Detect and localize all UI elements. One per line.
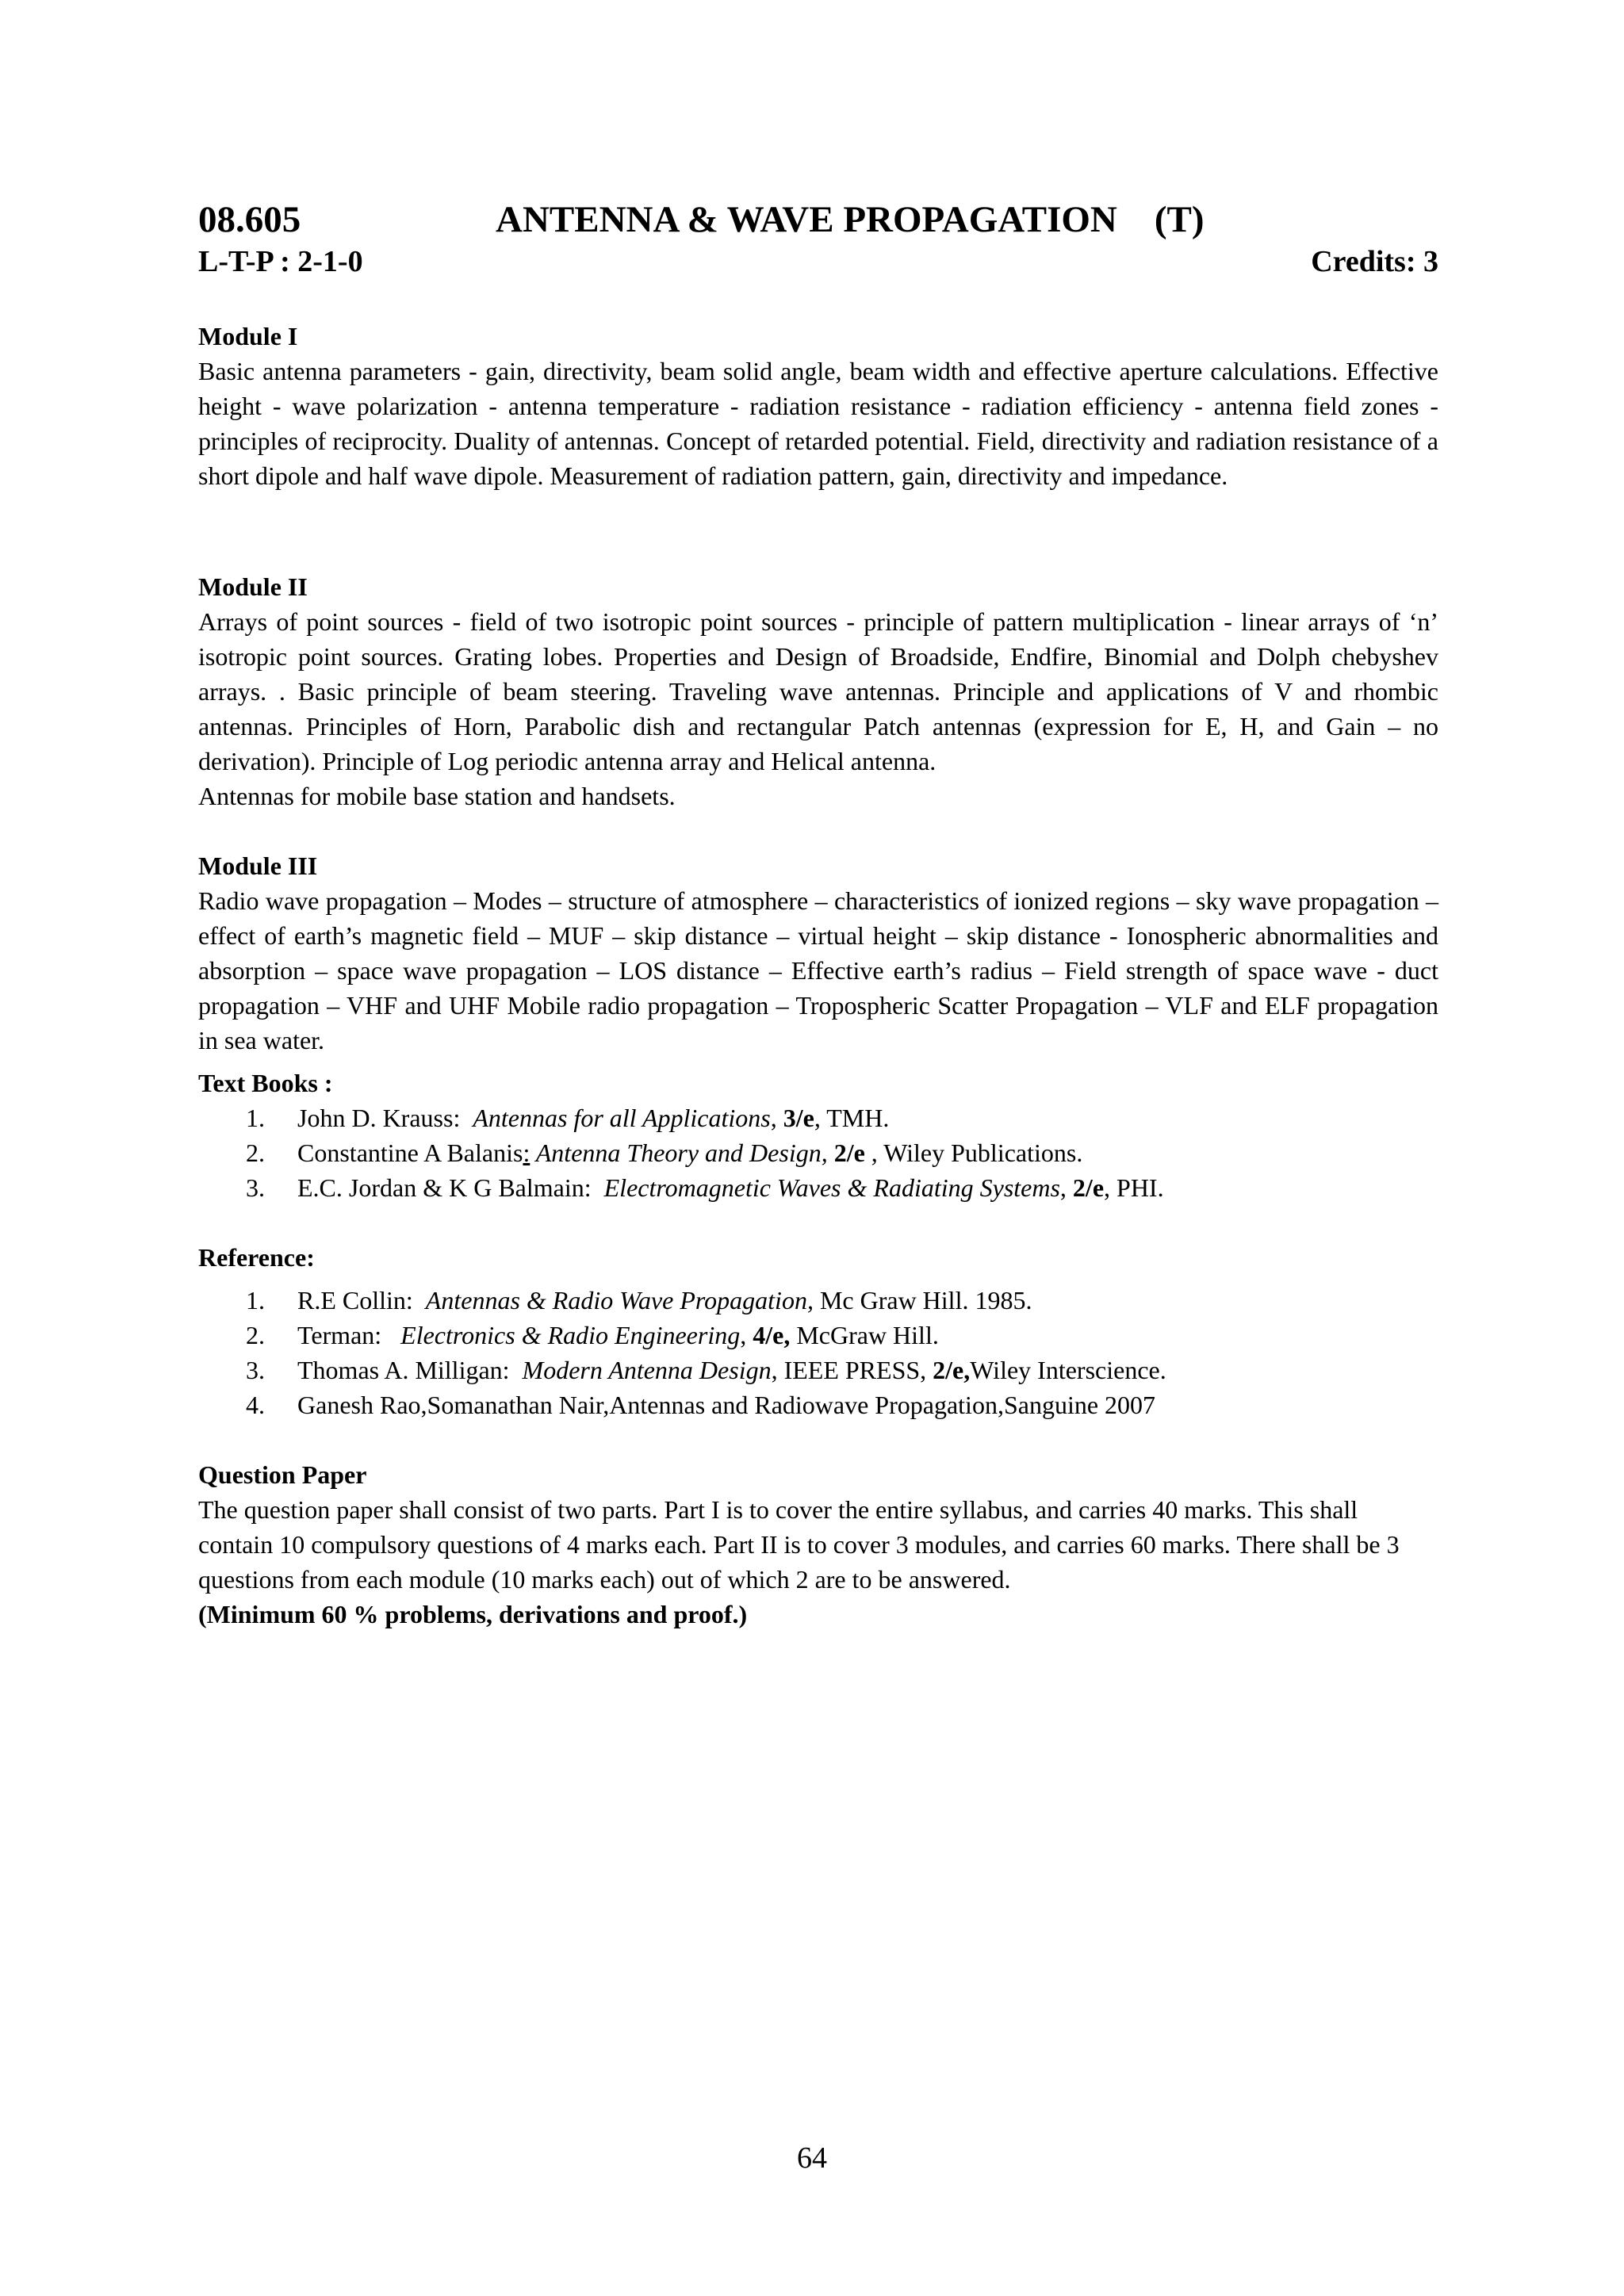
module-2-heading: Module II [198, 572, 308, 601]
ltp-credits-row [198, 244, 1438, 284]
credits-value: Credits: 3 [1311, 245, 1438, 278]
list-item: 1. John D. Krauss: Antennas for all Applications, 3/e, TMH. [246, 1104, 890, 1132]
module-3-text: Radio wave propagation – Modes – structure of atmosphere – characteristics of ionized regions – sky wave propagation – effect of earth’s magnetic field – MUF – skip distance – virtual height – skip distance - Ionospheric abnormalities and absorption – space wave propagation – LOS distance – Effective earth’s radius – Field strength of space wave - duct propagation – VHF and UHF Mobile radio propagation – Tropospheric Scatter Propagation – VLF and ELF propagation in sea water. [198, 886, 1438, 1054]
list-item: 3. E.C. Jordan & K G Balmain: Electromagnetic Waves & Radiating Systems, 2/e, PHI. [246, 1173, 1164, 1202]
course-title: ANTENNA & WAVE PROPAGATION (T) [496, 199, 1205, 240]
list-item: 4. Ganesh Rao,Somanathan Nair,Antennas and Radiowave Propagation,Sanguine 2007 [246, 1391, 1156, 1419]
syllabus-page [198, 198, 1438, 1632]
question-paper-heading: Question Paper [198, 1460, 367, 1489]
textbooks-list [198, 1100, 1438, 1205]
list-item: 2. Terman: Electronics & Radio Engineering, 4/e, McGraw Hill. [246, 1321, 939, 1349]
list-item: 1. R.E Collin: Antennas & Radio Wave Propagation, Mc Graw Hill. 1985. [246, 1286, 1032, 1314]
module-1-heading: Module I [198, 322, 298, 350]
list-item: 3. Thomas A. Milligan: Modern Antenna Design, IEEE PRESS, 2/e,Wiley Interscience. [246, 1356, 1166, 1384]
module-2-extra: Antennas for mobile base station and handsets. [198, 782, 676, 810]
question-paper-text: The question paper shall consist of two parts. Part I is to cover the entire syllabus, and carries 40 marks. This shall contain 10 compulsory questions of 4 marks each. Part II is to cover 3 modules, and carries 60 marks. There shall be 3 questions from each module (10 marks each) out of which 2 are to be answered. [198, 1495, 1400, 1594]
title-row [198, 198, 1438, 244]
course-code: 08.605 [198, 199, 301, 240]
module-2-text: Arrays of point sources - field of two isotropic point sources - principle of pattern multiplication - linear arrays of ‘n’ isotropic point sources. Grating lobes. Properties and Design of Broadside, Endfire, Binomial and Dolph chebyshev arrays. . Basic principle of beam steering. Traveling wave antennas. Principle and applications of V and rhombic antennas. Principles of Horn, Parabolic dish and rectangular Patch antennas (expression for E, H, and Gain – no derivation). Principle of Log periodic antenna array and Helical antenna. [198, 607, 1438, 775]
textbooks-heading: Text Books : [198, 1069, 333, 1097]
reference-list [198, 1283, 1438, 1422]
module-3-heading: Module III [198, 851, 318, 880]
page-number: 64 [797, 2141, 827, 2175]
module-1-text: Basic antenna parameters - gain, directivity, beam solid angle, beam width and effective aperture calculations. Effective height - wave polarization - antenna temperature - radiation resistance - radiation efficiency - antenna field zones - principles of reciprocity. Duality of antennas. Concept of retarded potential. Field, directivity and radiation resistance of a short dipole and half wave dipole. Measurement of radiation pattern, gain, directivity and impedance. [198, 357, 1438, 490]
question-paper-note: (Minimum 60 % problems, derivations and proof.) [198, 1600, 748, 1628]
ltp-value: L-T-P : 2-1-0 [198, 245, 363, 278]
list-item: 2. Constantine A Balanis: Antenna Theory and Design, 2/e , Wiley Publications. [246, 1138, 1083, 1167]
reference-heading: Reference: [198, 1243, 315, 1272]
